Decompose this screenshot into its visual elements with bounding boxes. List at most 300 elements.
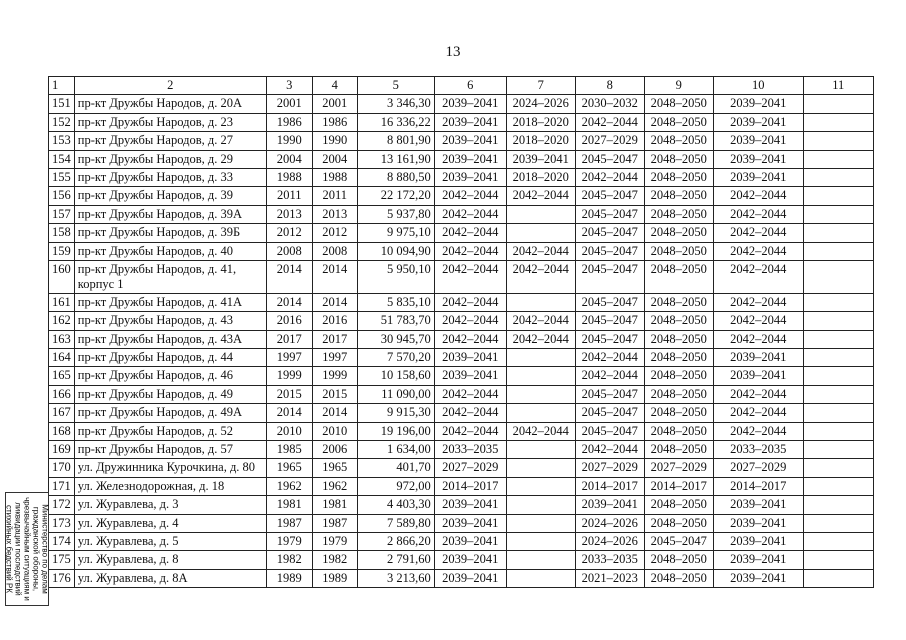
table-cell: 2024–2026 (575, 514, 644, 532)
table-cell: 5 937,80 (357, 205, 434, 223)
table-cell: 1965 (266, 459, 312, 477)
header-cell: 5 (357, 77, 434, 95)
table-cell (506, 349, 575, 367)
table-cell: 2045–2047 (575, 293, 644, 311)
table-cell: 2048–2050 (644, 168, 713, 186)
table-cell: 2042–2044 (434, 312, 506, 330)
table-cell: 2048–2050 (644, 551, 713, 569)
table-cell (506, 459, 575, 477)
table-cell: 10 094,90 (357, 242, 434, 260)
table-cell: 1981 (266, 496, 312, 514)
table-cell: 3 346,30 (357, 95, 434, 113)
table-row (49, 187, 874, 205)
table-cell: 1999 (266, 367, 312, 385)
table-row (49, 260, 874, 293)
table-cell: 2042–2044 (713, 205, 803, 223)
table-cell: 972,00 (357, 477, 434, 495)
table-cell: пр-кт Дружбы Народов, д. 49А (74, 404, 266, 422)
table-cell (803, 514, 873, 532)
table-cell (803, 441, 873, 459)
table-cell: 16 336,22 (357, 113, 434, 131)
table-cell: 2039–2041 (434, 113, 506, 131)
table-cell (803, 385, 873, 403)
table-cell: 7 570,20 (357, 349, 434, 367)
table-cell: пр-кт Дружбы Народов, д. 44 (74, 349, 266, 367)
table-cell: пр-кт Дружбы Народов, д. 49 (74, 385, 266, 403)
table-cell (803, 496, 873, 514)
table-cell: 22 172,20 (357, 187, 434, 205)
table-cell: 2042–2044 (713, 404, 803, 422)
table-cell: 2027–2029 (644, 459, 713, 477)
table-cell: 51 783,70 (357, 312, 434, 330)
table-cell: 2011 (312, 187, 357, 205)
header-cell: 9 (644, 77, 713, 95)
table-cell: 2014–2017 (434, 477, 506, 495)
table-cell: 2045–2047 (575, 404, 644, 422)
table-cell: 2045–2047 (575, 260, 644, 293)
table-cell: 2014 (312, 293, 357, 311)
table-cell: пр-кт Дружбы Народов, д. 52 (74, 422, 266, 440)
table-cell: 2039–2041 (713, 113, 803, 131)
table-cell: пр-кт Дружбы Народов, д. 41А (74, 293, 266, 311)
table-cell (803, 459, 873, 477)
table-row (49, 312, 874, 330)
table-cell: 2042–2044 (575, 113, 644, 131)
table-cell (506, 441, 575, 459)
table-cell: 9 915,30 (357, 404, 434, 422)
table-cell: 2039–2041 (434, 95, 506, 113)
table-cell: 2042–2044 (713, 260, 803, 293)
header-cell: 8 (575, 77, 644, 95)
table-cell: 2039–2041 (713, 551, 803, 569)
table-cell: 2042–2044 (506, 242, 575, 260)
table-cell: 172 (49, 496, 75, 514)
table-cell: пр-кт Дружбы Народов, д. 46 (74, 367, 266, 385)
table-row (49, 205, 874, 223)
table-cell: 2048–2050 (644, 367, 713, 385)
table-cell: 1979 (266, 532, 312, 550)
table-cell: 1979 (312, 532, 357, 550)
table-row (49, 477, 874, 495)
table-cell: 2048–2050 (644, 224, 713, 242)
table-cell: 163 (49, 330, 75, 348)
table-cell (803, 551, 873, 569)
table-cell: 2042–2044 (713, 385, 803, 403)
table-cell: 2018–2020 (506, 113, 575, 131)
table-cell: 168 (49, 422, 75, 440)
table-cell: 162 (49, 312, 75, 330)
table-cell: 2042–2044 (434, 330, 506, 348)
table-cell (506, 514, 575, 532)
header-cell: 6 (434, 77, 506, 95)
table-row (49, 532, 874, 550)
table-cell (803, 330, 873, 348)
table-row (49, 551, 874, 569)
table-cell: ул. Журавлева, д. 5 (74, 532, 266, 550)
table-cell: 2021–2023 (575, 569, 644, 587)
table-cell (803, 95, 873, 113)
table-cell: 2048–2050 (644, 514, 713, 532)
stamp-text: Министерство по делам гражданской обороны, чрезвычайным ситуациям и ликвидации последствий стихийных бедствий РК (4, 497, 50, 601)
table-cell: 161 (49, 293, 75, 311)
table-cell (803, 404, 873, 422)
table-cell: 2024–2026 (506, 95, 575, 113)
table-cell: 2014–2017 (575, 477, 644, 495)
table-cell: 153 (49, 132, 75, 150)
table-cell: 2001 (266, 95, 312, 113)
table-cell: 2042–2044 (506, 330, 575, 348)
table-cell: ул. Журавлева, д. 8А (74, 569, 266, 587)
table-cell (803, 205, 873, 223)
table-cell: 1990 (312, 132, 357, 150)
table-cell: 2039–2041 (434, 150, 506, 168)
table-cell: пр-кт Дружбы Народов, д. 29 (74, 150, 266, 168)
table-cell (803, 569, 873, 587)
table-cell: 1988 (312, 168, 357, 186)
table-cell: ул. Журавлева, д. 8 (74, 551, 266, 569)
table-cell: пр-кт Дружбы Народов, д. 27 (74, 132, 266, 150)
table-cell: пр-кт Дружбы Народов, д. 43 (74, 312, 266, 330)
header-cell: 4 (312, 77, 357, 95)
table-cell: 1989 (312, 569, 357, 587)
table-cell: 1 634,00 (357, 441, 434, 459)
table-cell: 2042–2044 (506, 312, 575, 330)
table-row (49, 385, 874, 403)
table-cell: пр-кт Дружбы Народов, д. 33 (74, 168, 266, 186)
table-cell: 1962 (266, 477, 312, 495)
table-cell: 2048–2050 (644, 187, 713, 205)
table-cell: 2006 (312, 441, 357, 459)
table-cell: 2048–2050 (644, 569, 713, 587)
table-cell: 2018–2020 (506, 168, 575, 186)
table-cell: 155 (49, 168, 75, 186)
table-cell: 2048–2050 (644, 95, 713, 113)
table-cell: 2033–2035 (434, 441, 506, 459)
table-cell: пр-кт Дружбы Народов, д. 57 (74, 441, 266, 459)
table-cell: пр-кт Дружбы Народов, д. 20А (74, 95, 266, 113)
table-cell: 2001 (312, 95, 357, 113)
table-cell (803, 293, 873, 311)
table-cell: 1987 (266, 514, 312, 532)
ministry-stamp (5, 492, 49, 606)
table-cell: 159 (49, 242, 75, 260)
table-cell: 2014–2017 (713, 477, 803, 495)
header-cell: 10 (713, 77, 803, 95)
table-row (49, 422, 874, 440)
table-cell: 2039–2041 (713, 367, 803, 385)
table-cell: 1989 (266, 569, 312, 587)
table-cell (506, 569, 575, 587)
table-cell: 2014 (266, 260, 312, 293)
table-cell: 2045–2047 (575, 422, 644, 440)
table-cell: 2013 (266, 205, 312, 223)
table-cell: 2012 (266, 224, 312, 242)
table-cell: 157 (49, 205, 75, 223)
table-cell: пр-кт Дружбы Народов, д. 39 (74, 187, 266, 205)
table-row (49, 95, 874, 113)
table-cell: 158 (49, 224, 75, 242)
table-cell: 2042–2044 (434, 205, 506, 223)
table-cell: 152 (49, 113, 75, 131)
table-cell: 2042–2044 (713, 293, 803, 311)
table-cell: 2039–2041 (713, 349, 803, 367)
table-cell (803, 168, 873, 186)
table-cell: 2018–2020 (506, 132, 575, 150)
table-cell: 2048–2050 (644, 205, 713, 223)
table-cell: 2042–2044 (434, 404, 506, 422)
table-cell (506, 293, 575, 311)
table-cell (803, 349, 873, 367)
table-cell: 2010 (266, 422, 312, 440)
table-cell: 2045–2047 (575, 242, 644, 260)
table-cell: 2045–2047 (575, 330, 644, 348)
table-cell: 2048–2050 (644, 312, 713, 330)
table-cell: 2030–2032 (575, 95, 644, 113)
table-cell: 2027–2029 (434, 459, 506, 477)
table-cell: 167 (49, 404, 75, 422)
header-cell: 7 (506, 77, 575, 95)
table-row (49, 367, 874, 385)
building-registry-table (48, 76, 874, 588)
table-cell: 2039–2041 (506, 150, 575, 168)
table-cell: 2024–2026 (575, 532, 644, 550)
table-cell: 2048–2050 (644, 293, 713, 311)
table-cell: 1997 (312, 349, 357, 367)
table-cell: 11 090,00 (357, 385, 434, 403)
page-number: 13 (445, 44, 461, 60)
header-cell: 3 (266, 77, 312, 95)
table-cell (506, 385, 575, 403)
table-cell: 3 213,60 (357, 569, 434, 587)
table-cell: 2039–2041 (434, 168, 506, 186)
table-cell: 2039–2041 (713, 496, 803, 514)
table-cell: 2039–2041 (713, 132, 803, 150)
table-cell: 176 (49, 569, 75, 587)
table-cell: ул. Железнодорожная, д. 18 (74, 477, 266, 495)
table-cell: 2048–2050 (644, 404, 713, 422)
table-cell: 5 835,10 (357, 293, 434, 311)
table-cell: 30 945,70 (357, 330, 434, 348)
table-cell: 2048–2050 (644, 422, 713, 440)
table-cell: 2042–2044 (434, 385, 506, 403)
table-cell: 2045–2047 (575, 205, 644, 223)
table-cell: 5 950,10 (357, 260, 434, 293)
header-cell: 1 (49, 77, 75, 95)
table-cell: 8 801,90 (357, 132, 434, 150)
table-cell (803, 132, 873, 150)
table-cell: 2042–2044 (506, 422, 575, 440)
table-cell: 4 403,30 (357, 496, 434, 514)
table-cell: 1982 (312, 551, 357, 569)
table-row (49, 349, 874, 367)
table-cell: 173 (49, 514, 75, 532)
table-cell: 19 196,00 (357, 422, 434, 440)
table-cell: 2004 (312, 150, 357, 168)
table-cell: 2027–2029 (575, 459, 644, 477)
table-cell: 2039–2041 (713, 150, 803, 168)
table-cell: 2042–2044 (575, 441, 644, 459)
table-cell: 2014–2017 (644, 477, 713, 495)
table-cell: 1982 (266, 551, 312, 569)
table-cell: 2039–2041 (713, 514, 803, 532)
table-cell: 2048–2050 (644, 150, 713, 168)
table-cell: 2039–2041 (434, 569, 506, 587)
table-cell: 2048–2050 (644, 349, 713, 367)
table-cell: 2015 (312, 385, 357, 403)
table-row (49, 150, 874, 168)
table-cell: 2042–2044 (713, 224, 803, 242)
table-cell (506, 404, 575, 422)
table-cell: 1987 (312, 514, 357, 532)
table-cell: 2027–2029 (713, 459, 803, 477)
table-cell: 2042–2044 (434, 224, 506, 242)
table-cell: 2048–2050 (644, 385, 713, 403)
table-cell: 175 (49, 551, 75, 569)
table-cell (803, 260, 873, 293)
table-cell: 2039–2041 (434, 551, 506, 569)
table-cell: 1990 (266, 132, 312, 150)
table-cell: 2016 (266, 312, 312, 330)
table-cell: 2027–2029 (575, 132, 644, 150)
table-cell: 154 (49, 150, 75, 168)
table-cell: 2042–2044 (713, 187, 803, 205)
table-cell: 2042–2044 (713, 330, 803, 348)
table-cell: 2039–2041 (434, 532, 506, 550)
table-cell: 2004 (266, 150, 312, 168)
table-cell: 9 975,10 (357, 224, 434, 242)
table-cell: 2045–2047 (575, 187, 644, 205)
table-cell: 2042–2044 (434, 422, 506, 440)
table-cell (803, 477, 873, 495)
table-cell: 1986 (266, 113, 312, 131)
table-row (49, 569, 874, 587)
table-cell: 169 (49, 441, 75, 459)
table-cell: 2014 (312, 260, 357, 293)
table-cell: 2048–2050 (644, 132, 713, 150)
table-cell: 2048–2050 (644, 260, 713, 293)
table-cell: ул. Журавлева, д. 3 (74, 496, 266, 514)
table-cell: 8 880,50 (357, 168, 434, 186)
table-cell: 2042–2044 (575, 367, 644, 385)
table-row (49, 242, 874, 260)
table-cell: 2039–2041 (434, 514, 506, 532)
table-cell: 174 (49, 532, 75, 550)
table-cell: 2017 (266, 330, 312, 348)
table-cell (803, 532, 873, 550)
table-cell: 2039–2041 (434, 367, 506, 385)
table-cell: 2033–2035 (575, 551, 644, 569)
table-cell: 2042–2044 (575, 349, 644, 367)
table-cell: 1986 (312, 113, 357, 131)
table-cell: 2039–2041 (434, 496, 506, 514)
table-cell: 1981 (312, 496, 357, 514)
table-cell: 2048–2050 (644, 242, 713, 260)
table-cell: 170 (49, 459, 75, 477)
table-cell: пр-кт Дружбы Народов, д. 41, корпус 1 (74, 260, 266, 293)
table-cell: пр-кт Дружбы Народов, д. 23 (74, 113, 266, 131)
table-cell: 1988 (266, 168, 312, 186)
table-cell: 2017 (312, 330, 357, 348)
table-cell (803, 312, 873, 330)
table-row (49, 404, 874, 422)
table-cell: 2048–2050 (644, 113, 713, 131)
table-cell: 2016 (312, 312, 357, 330)
table-cell: 2033–2035 (713, 441, 803, 459)
table-cell: 2015 (266, 385, 312, 403)
table-cell (803, 150, 873, 168)
table-cell: 1962 (312, 477, 357, 495)
table-row (49, 168, 874, 186)
table-cell (803, 422, 873, 440)
table-row (49, 293, 874, 311)
table-cell: 2010 (312, 422, 357, 440)
table-cell (506, 205, 575, 223)
table-cell: 2014 (312, 404, 357, 422)
table-row (49, 496, 874, 514)
table-cell: 2042–2044 (575, 168, 644, 186)
table-cell: 7 589,80 (357, 514, 434, 532)
table-cell: 156 (49, 187, 75, 205)
table-cell: 2039–2041 (713, 95, 803, 113)
table-cell: 160 (49, 260, 75, 293)
table-row (49, 330, 874, 348)
table-cell: 2048–2050 (644, 330, 713, 348)
table-cell: 171 (49, 477, 75, 495)
table-cell: 1985 (266, 441, 312, 459)
table-cell: 2042–2044 (713, 312, 803, 330)
table-cell (803, 113, 873, 131)
header-cell: 11 (803, 77, 873, 95)
table-cell (803, 187, 873, 205)
table-cell: 2045–2047 (575, 224, 644, 242)
table-cell: 2011 (266, 187, 312, 205)
table-cell: 2039–2041 (713, 168, 803, 186)
header-cell: 2 (74, 77, 266, 95)
table-cell: 2008 (266, 242, 312, 260)
table-cell: 2014 (266, 293, 312, 311)
table-cell: 165 (49, 367, 75, 385)
table-cell: 2042–2044 (434, 293, 506, 311)
table-cell (506, 224, 575, 242)
table-cell: 2039–2041 (713, 532, 803, 550)
table-cell (803, 367, 873, 385)
table-cell: 10 158,60 (357, 367, 434, 385)
table-cell: 2042–2044 (713, 422, 803, 440)
table-cell: 2042–2044 (434, 187, 506, 205)
table-cell (506, 532, 575, 550)
table-cell: 166 (49, 385, 75, 403)
table-cell (506, 496, 575, 514)
table-cell: 1999 (312, 367, 357, 385)
table-row (49, 132, 874, 150)
table-cell: 2014 (266, 404, 312, 422)
table-cell: пр-кт Дружбы Народов, д. 39Б (74, 224, 266, 242)
table-row (49, 224, 874, 242)
table-cell (803, 242, 873, 260)
table-row (49, 113, 874, 131)
table-cell: 2039–2041 (434, 349, 506, 367)
table-cell: 2045–2047 (575, 385, 644, 403)
table-cell: 2045–2047 (644, 532, 713, 550)
table-cell: 164 (49, 349, 75, 367)
table-cell: 2039–2041 (575, 496, 644, 514)
table-cell: 2048–2050 (644, 441, 713, 459)
table-cell: 2045–2047 (575, 312, 644, 330)
table-cell: 2008 (312, 242, 357, 260)
table-cell: ул. Журавлева, д. 4 (74, 514, 266, 532)
table-cell: ул. Дружинника Курочкина, д. 80 (74, 459, 266, 477)
table-cell: 151 (49, 95, 75, 113)
